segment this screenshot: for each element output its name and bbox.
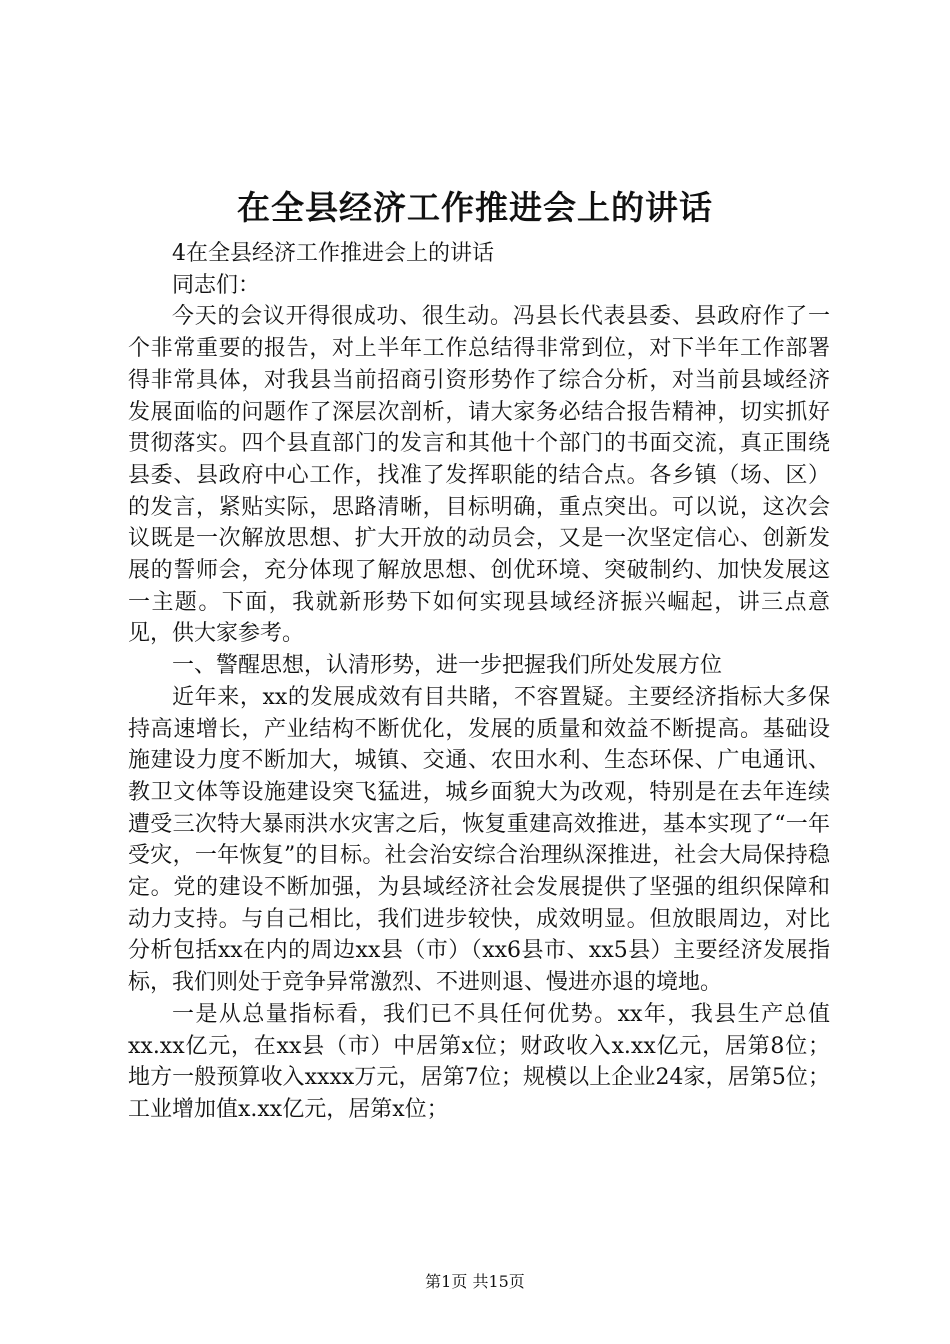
subtitle-line: 4在全县经济工作推进会上的讲话: [172, 241, 494, 266]
salutation: 同志们：: [172, 272, 261, 298]
document-title: 在全县经济工作推进会上的讲话: [237, 188, 713, 227]
paragraph: 近年来，xx的发展成效有目共睹，不容置疑。主要经济指标大多保持高速增长，产业结构不断优化，发展的质量和效益不断提高。基础设施建设力度不断加大，城镇、交通、农田水利、生态环保、广电通讯、教卫文体等设施建设突飞猛进，城乡面貌大为改观，特别是在去年连续遭受三次特大暴雨洪水灾害之后，恢复重建高效推进，基本实现了“一年受灾，一年恢复”的目标。社会治安综合治理纵深推进，社会大局保持稳定。党的建设不断加强，为县域经济社会发展提供了坚强的组织保障和动力支持。与自己相比，我们进步较快，成效明显。但放眼周边，对比分析包括xx在内的周边xx县（市）（xx6县市、xx5县）主要经济发展指标，我们则处于竞争异常激烈、不进则退、慢进亦退的境地。: [128, 684, 830, 996]
document-body: [128, 238, 830, 1126]
paragraph: 今天的会议开得很成功、很生动。冯县长代表县委、县政府作了一个非常重要的报告，对上半年工作总结得非常到位，对下半年工作部署得非常具体，对我县当前招商引资形势作了综合分析，对当前县域经济发展面临的问题作了深层次剖析，请大家务必结合报告精神，切实抓好贯彻落实。四个县直部门的发言和其他十个部门的书面交流，真正围绕县委、县政府中心工作，找准了发挥职能的结合点。各乡镇（场、区）的发言，紧贴实际，思路清晰，目标明确，重点突出。可以说，这次会议既是一次解放思想、扩大开放的动员会，又是一次坚定信心、创新发展的誓师会，充分体现了解放思想、创优环境、突破制约、加快发展这一主题。下面，我就新形势下如何实现县域经济振兴崛起，讲三点意见，供大家参考。: [128, 304, 830, 647]
page-number-footer: 第1页 共15页: [425, 1272, 525, 1291]
paragraph: 一是从总量指标看，我们已不具任何优势。xx年，我县生产总值xx.xx亿元，在xx县（市）中居第x位；财政收入x.xx亿元，居第8位；地方一般预算收入xxxx万元，居第7位；规模以上企业24家，居第5位；工业增加值x.xx亿元，居第x位；: [128, 1001, 830, 1122]
section-heading: 一、警醒思想，认清形势，进一步把握我们所处发展方位: [172, 653, 723, 679]
